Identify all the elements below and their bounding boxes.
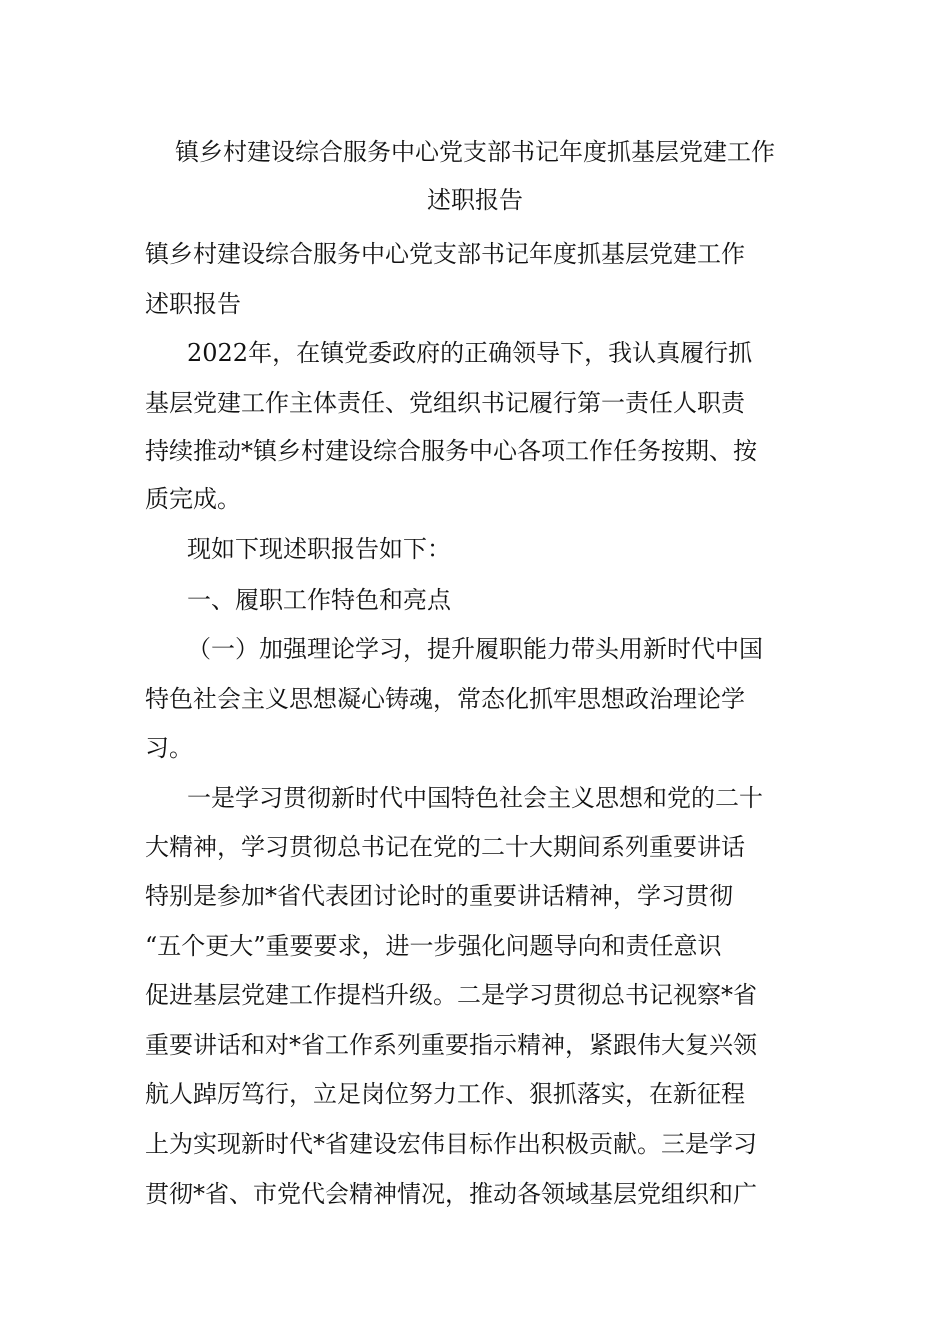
body-line: 持续推动*镇乡村建设综合服务中心各项工作任务按期、按 <box>145 437 757 465</box>
body-line: 现如下现述职报告如下： <box>187 535 451 563</box>
body-line: 2022年，在镇党委政府的正确领导下，我认真履行抓 <box>187 339 753 367</box>
body-line: 基层党建工作主体责任、党组织书记履行第一责任人职责 <box>145 389 745 417</box>
body-line: （一）加强理论学习，提升履职能力带头用新时代中国 <box>187 635 763 663</box>
body-line: 习。 <box>145 734 193 762</box>
body-line: 促进基层党建工作提档升级。二是学习贯彻总书记视察*省 <box>145 981 757 1009</box>
body-line: 一是学习贯彻新时代中国特色社会主义思想和党的二十 <box>187 784 763 812</box>
document-title-line-2: 述职报告 <box>427 186 523 214</box>
body-line: 大精神，学习贯彻总书记在党的二十大期间系列重要讲话 <box>145 833 745 861</box>
document-title-line-1: 镇乡村建设综合服务中心党支部书记年度抓基层党建工作 <box>175 138 775 166</box>
body-line: 上为实现新时代*省建设宏伟目标作出积极贡献。三是学习 <box>145 1130 757 1158</box>
body-line: “五个更大”重要要求，进一步强化问题导向和责任意识 <box>145 932 722 960</box>
body-line: 特别是参加*省代表团讨论时的重要讲话精神，学习贯彻 <box>145 882 733 910</box>
body-line: 重要讲话和对*省工作系列重要指示精神，紧跟伟大复兴领 <box>145 1031 757 1059</box>
body-line: 航人踔厉笃行，立足岗位努力工作、狠抓落实，在新征程 <box>145 1080 745 1108</box>
body-line: 贯彻*省、市党代会精神情况，推动各领域基层党组织和广 <box>145 1180 757 1208</box>
body-line: 镇乡村建设综合服务中心党支部书记年度抓基层党建工作 <box>145 240 745 268</box>
body-line: 述职报告 <box>145 290 241 318</box>
body-line: 特色社会主义思想凝心铸魂，常态化抓牢思想政治理论学 <box>145 685 745 713</box>
body-line: 质完成。 <box>145 485 241 513</box>
body-line: 一、履职工作特色和亮点 <box>187 586 451 614</box>
